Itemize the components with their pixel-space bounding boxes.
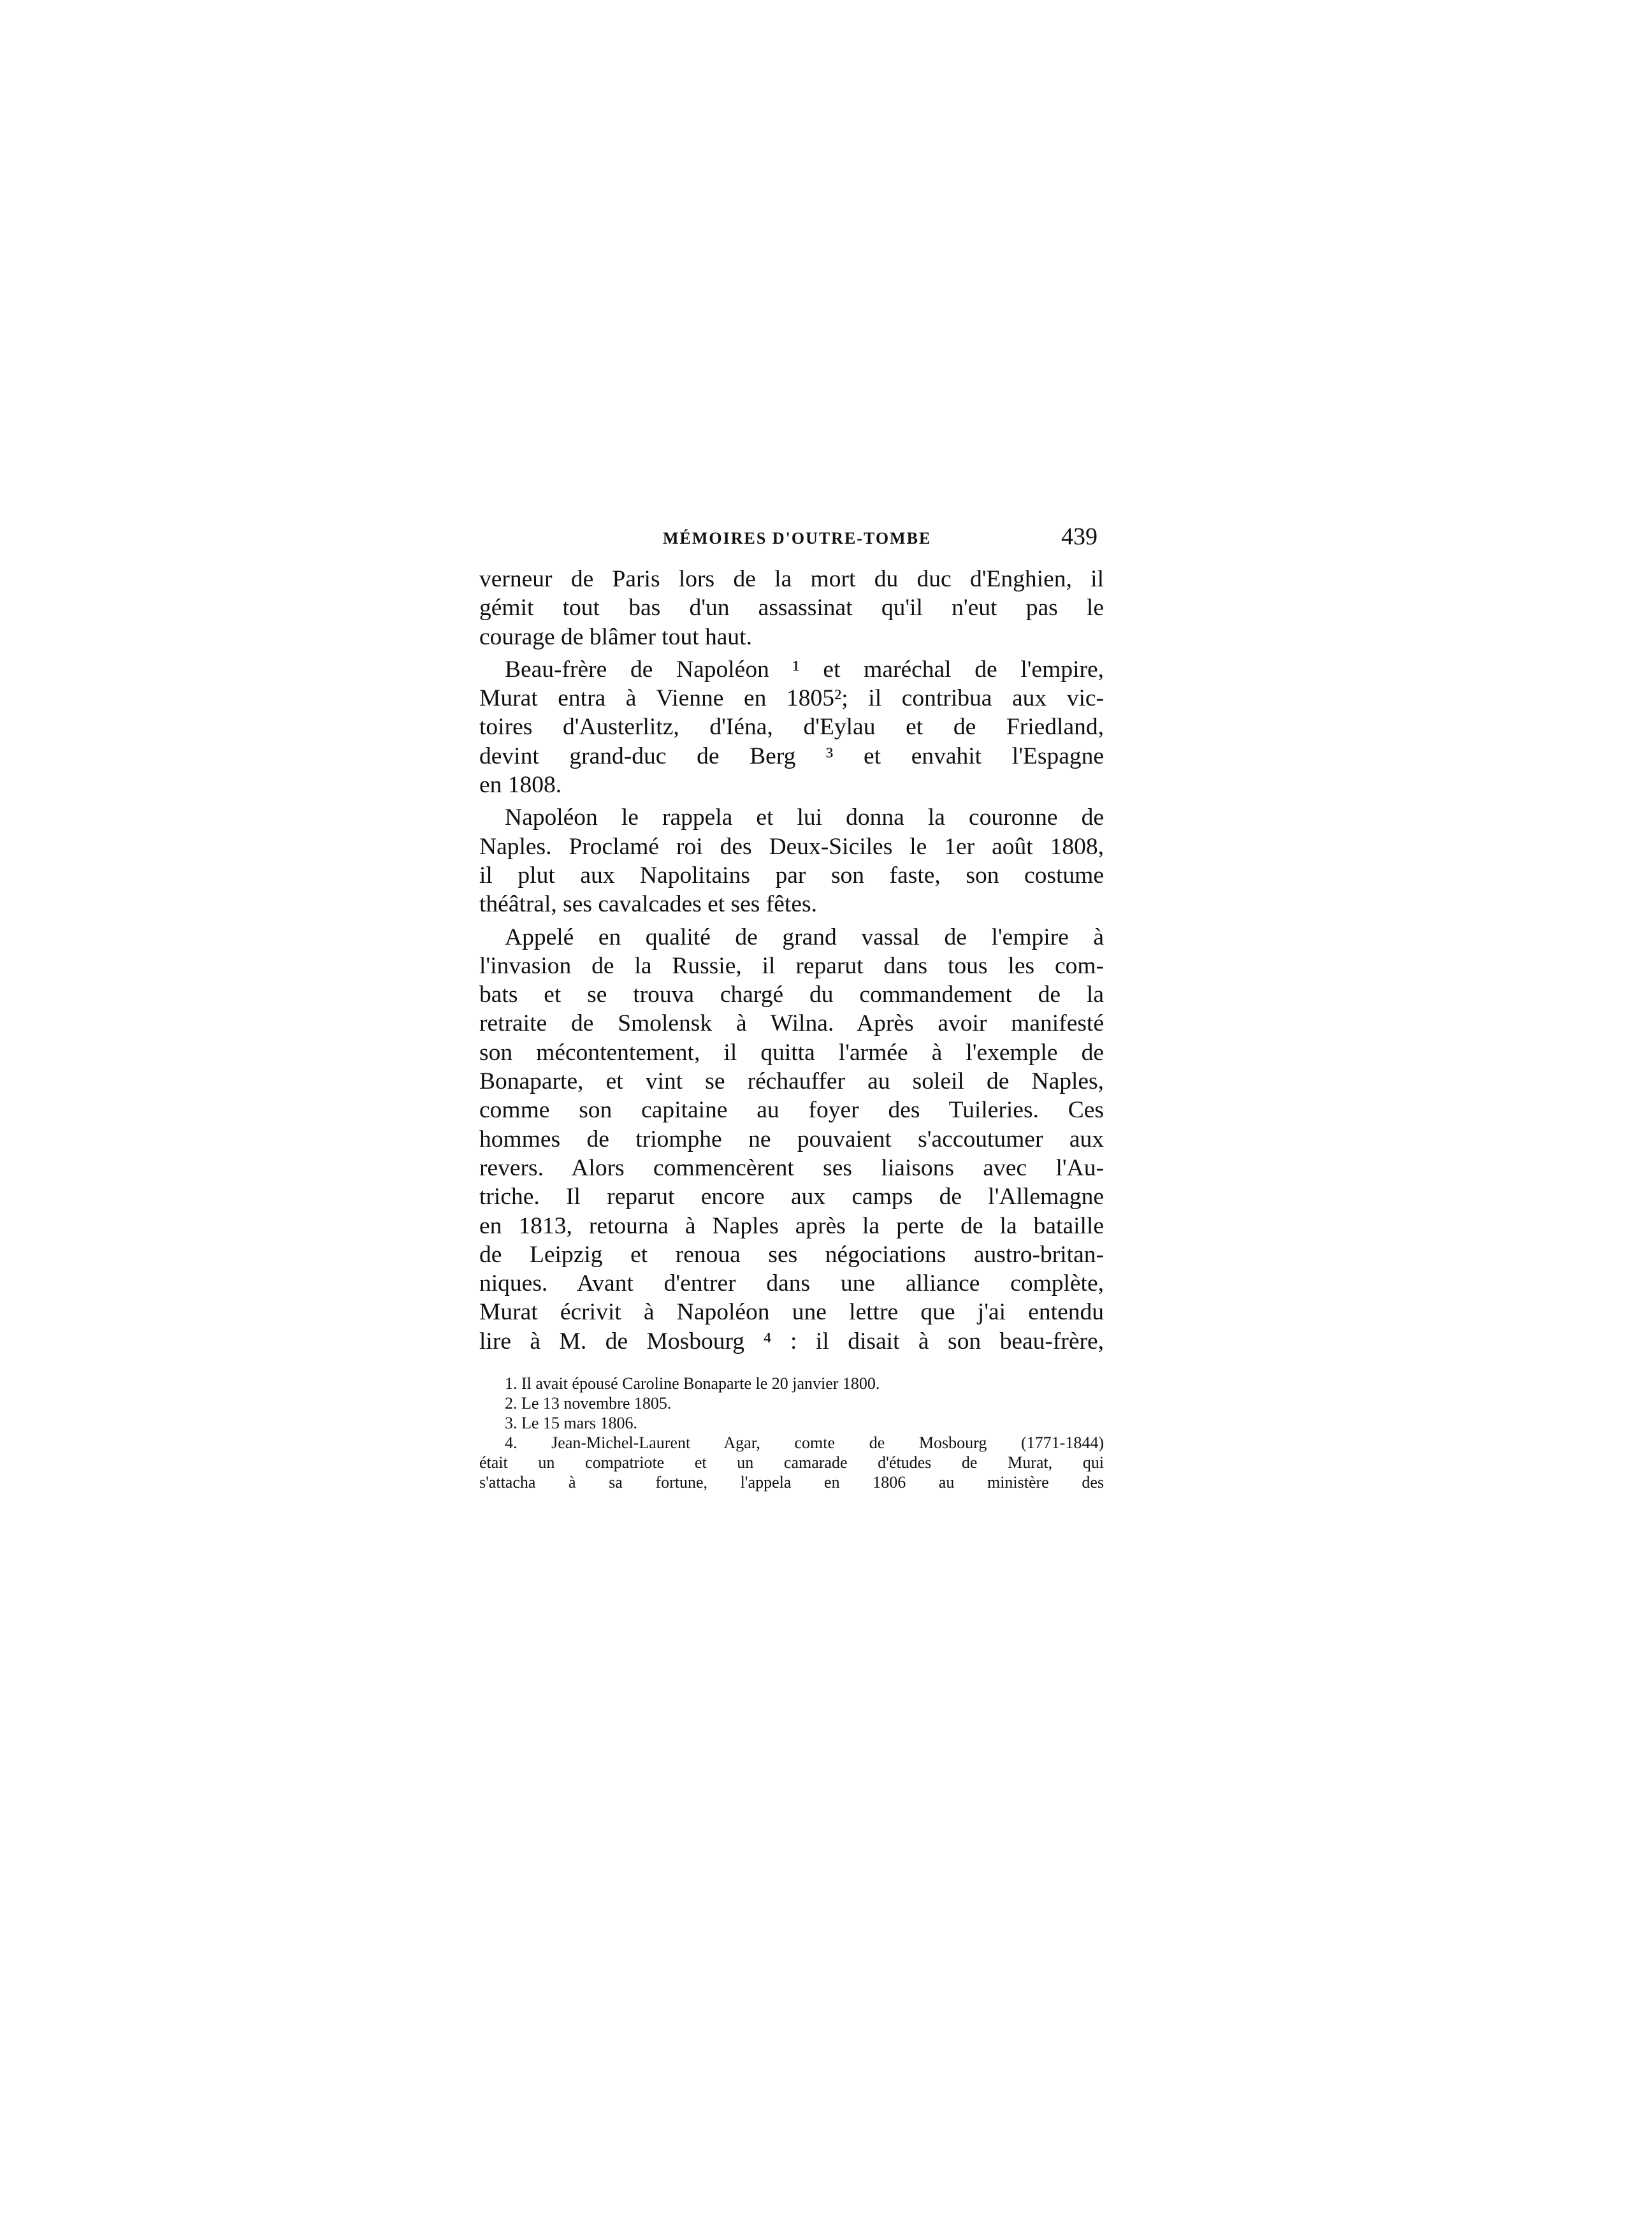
page-content xyxy=(479,523,1104,1492)
text-line: Bonaparte, et vint se réchauffer au soleil de Naples, xyxy=(479,1068,1104,1095)
text-line: Murat entra à Vienne en 1805²; il contribua aux vic- xyxy=(479,685,1104,712)
text-line: toires d'Austerlitz, d'Iéna, d'Eylau et de Friedland, xyxy=(479,714,1104,741)
text-line: bats et se trouva chargé du commandement de la xyxy=(479,982,1104,1008)
footnotes xyxy=(479,1374,1104,1492)
text-line: comme son capitaine au foyer des Tuileries. Ces xyxy=(479,1097,1104,1124)
text-line: Murat écrivit à Napoléon une lettre que j'ai entendu xyxy=(479,1299,1104,1326)
footnote-line: s'attacha à sa fortune, l'appela en 1806 au ministère des xyxy=(479,1473,1104,1492)
running-header xyxy=(479,523,1104,556)
text-line: Napoléon le rappela et lui donna la couronne de xyxy=(505,804,1104,831)
text-line: revers. Alors commencèrent ses liaisons avec l'Au- xyxy=(479,1154,1104,1181)
text-line: de Leipzig et renoua ses négociations austro-britan- xyxy=(479,1241,1104,1268)
paragraph xyxy=(479,565,1104,651)
paragraph xyxy=(479,923,1104,1356)
text-line: en 1813, retourna à Naples après la perte de la bataille xyxy=(479,1212,1104,1239)
footnote: 1. Il avait épousé Caroline Bonaparte le 20 janvier 1800. xyxy=(505,1374,880,1393)
text-line: théâtral, ses cavalcades et ses fêtes. xyxy=(479,891,817,918)
body-text xyxy=(479,565,1104,1356)
text-line: verneur de Paris lors de la mort du duc d'Enghien, il xyxy=(479,566,1104,592)
text-line: Appelé en qualité de grand vassal de l'empire à xyxy=(505,924,1104,950)
footnote: 4. Jean-Michel-Laurent Agar, comte de Mosbourg (1771-1844) xyxy=(505,1434,1104,1453)
text-line: courage de blâmer tout haut. xyxy=(479,623,752,650)
page-number: 439 xyxy=(1061,523,1098,550)
paragraph xyxy=(479,803,1104,918)
text-line: retraite de Smolensk à Wilna. Après avoir manifesté xyxy=(479,1010,1104,1037)
footnote: 2. Le 13 novembre 1805. xyxy=(505,1394,672,1413)
text-line: son mécontentement, il quitta l'armée à l'exemple de xyxy=(479,1039,1104,1066)
paragraph xyxy=(479,655,1104,799)
text-line: gémit tout bas d'un assassinat qu'il n'eut pas le xyxy=(479,595,1104,621)
text-line: il plut aux Napolitains par son faste, son costume xyxy=(479,862,1104,889)
text-line: devint grand-duc de Berg ³ et envahit l'Espagne xyxy=(479,743,1104,769)
text-line: Beau-frère de Napoléon ¹ et maréchal de l'empire, xyxy=(505,656,1104,683)
running-title: MÉMOIRES D'OUTRE-TOMBE xyxy=(663,529,932,548)
text-line: triche. Il reparut encore aux camps de l'Allemagne xyxy=(479,1184,1104,1210)
footnote: 3. Le 15 mars 1806. xyxy=(505,1414,637,1433)
text-line: l'invasion de la Russie, il reparut dans tous les com- xyxy=(479,952,1104,979)
text-line: lire à M. de Mosbourg ⁴ : il disait à son beau-frère, xyxy=(479,1328,1104,1354)
text-line: Naples. Proclamé roi des Deux-Siciles le 1er août 1808, xyxy=(479,833,1104,860)
text-line: niques. Avant d'entrer dans une alliance complète, xyxy=(479,1270,1104,1297)
text-line: en 1808. xyxy=(479,772,562,799)
text-line: hommes de triomphe ne pouvaient s'accoutumer aux xyxy=(479,1126,1104,1152)
footnote-line: était un compatriote et un camarade d'études de Murat, qui xyxy=(479,1453,1104,1472)
